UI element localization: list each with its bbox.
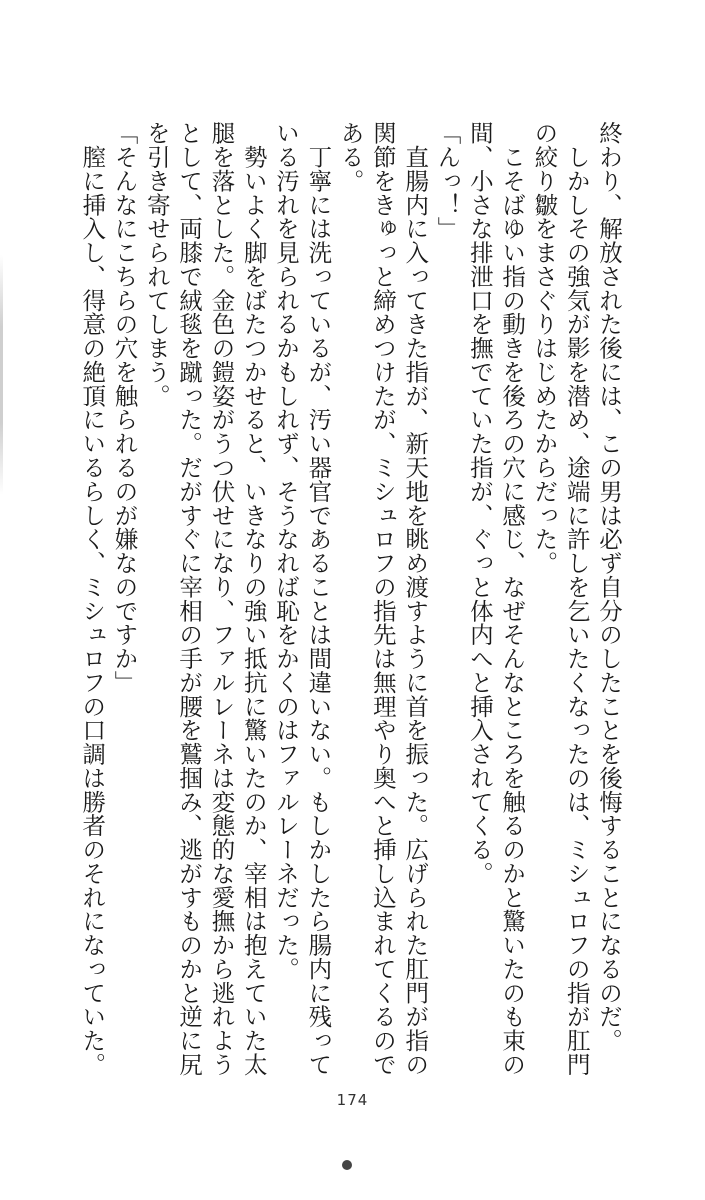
text-column: 直腸内に入ってきた指が、新天地を眺め渡すように首を振った。広げられた肛門が指の xyxy=(401,121,430,1077)
text-column: 終わり、解放された後には、この男は必ず自分のしたことを後悔することになるのだ。 xyxy=(595,121,623,1053)
text-column: 膣に挿入し、得意の絶頂にいるらしく、ミシュロフの口調は勝者のそれになっていた。 xyxy=(78,121,107,1077)
vertical-text-block xyxy=(76,121,625,1077)
text-column: しかしその強気が影を潜め、途端に許しを乞いたくなったのは、ミシュロフの指が肛門 xyxy=(562,121,591,1077)
page-number: 174 xyxy=(336,1091,369,1109)
text-column: を引き寄せられてしまう。 xyxy=(142,121,171,408)
text-column: 腿を落とした。金色の鎧姿がうつ伏せになり、ファルレーネは変態的な愛撫から逃れよう xyxy=(207,121,236,1077)
text-column: 間、小さな排泄口を撫でていた指が、ぐっと体内へと挿入されてくる。 xyxy=(465,121,494,886)
scan-edge-shadow xyxy=(0,255,3,495)
text-column: ある。 xyxy=(336,121,365,193)
text-column: 「そんなにこちらの穴を触られるのが嫌なのですか」 xyxy=(110,121,139,695)
text-column: こそばゆい指の動きを後ろの穴に感じ、なぜそんなところを触るのかと驚いたのも束の xyxy=(498,121,527,1077)
text-column: 「んっ！」 xyxy=(433,121,462,241)
text-column: 丁寧には洗っているが、汚い器官であることは間違いない。もしかしたら腸内に残って xyxy=(304,121,333,1077)
text-column: いる汚れを見られるかもしれず、そうなれば恥をかくのはファルレーネだった。 xyxy=(272,121,301,981)
page-marker-dot xyxy=(342,1160,352,1170)
text-column: として、両膝で絨毯を蹴った。だがすぐに宰相の手が腰を鷲掴み、逃がすものかと逆に尻 xyxy=(175,121,204,1077)
text-column: 勢いよく脚をばたつかせると、いきなりの強い抵抗に驚いたのか、宰相は抱えていた太 xyxy=(239,121,268,1077)
text-column: の絞り皺をまさぐりはじめたからだった。 xyxy=(530,121,559,575)
text-column: 関節をきゅっと締めつけたが、ミシュロフの指先は無理やり奥へと挿し込まれてくるので xyxy=(368,121,397,1077)
